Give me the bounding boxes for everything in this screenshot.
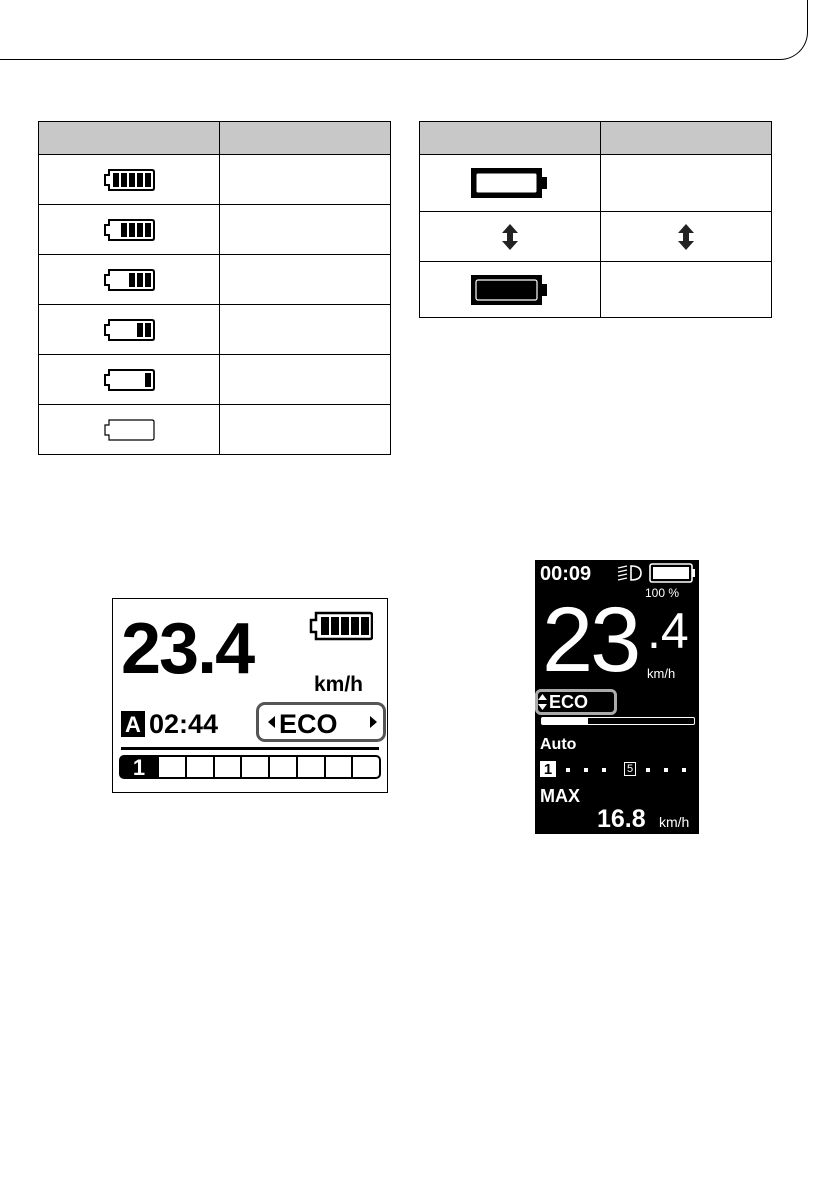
battery-level-4-icon	[103, 218, 155, 242]
battery-icon-cell	[39, 155, 220, 205]
table-row	[39, 255, 391, 305]
headlight-icon	[615, 564, 643, 582]
level-segment	[351, 757, 379, 777]
time-readout: 02:44	[149, 709, 219, 739]
battery-level-3-icon	[103, 268, 155, 292]
table-row	[39, 405, 391, 455]
battery-icon-cell	[39, 305, 220, 355]
battery-value-cell	[220, 255, 391, 305]
shift-mode-label: Auto	[540, 736, 577, 753]
table-header-cell	[220, 122, 391, 155]
mode-right-arrow-icon[interactable]	[370, 716, 377, 728]
speed-integer: 23	[542, 589, 639, 691]
battery-icon-cell	[39, 355, 220, 405]
battery-value-cell	[601, 262, 772, 318]
speed-readout: 23.4	[121, 609, 254, 689]
up-down-arrow-icon	[676, 223, 696, 251]
battery-percent: 100 %	[645, 586, 680, 600]
color-display	[535, 560, 699, 834]
max-label: MAX	[540, 786, 580, 806]
level-segment	[324, 757, 352, 777]
table-header-cell	[39, 122, 220, 155]
battery-value-cell	[220, 355, 391, 405]
gear-dot	[664, 768, 668, 772]
battery-icon-cell	[420, 155, 601, 212]
speed-unit: km/h	[647, 666, 676, 681]
level-segment	[157, 757, 185, 777]
gear-dot	[584, 768, 588, 772]
battery-full-icon	[649, 563, 697, 583]
arrow-cell	[420, 212, 601, 262]
gear-dot	[682, 768, 686, 772]
table-header-row	[39, 122, 391, 155]
max-speed: 16.8	[597, 805, 646, 833]
speed-decimal: .4	[647, 603, 689, 659]
assist-power-fill	[542, 718, 588, 724]
mode-left-arrow-icon[interactable]	[268, 716, 275, 728]
battery-value-cell	[601, 155, 772, 212]
divider	[121, 747, 379, 750]
battery-icon-cell	[39, 405, 220, 455]
assist-level-number: 1	[121, 757, 157, 777]
gear-dot	[566, 768, 570, 772]
gear-dot	[602, 768, 606, 772]
level-segment	[240, 757, 268, 777]
page-corner-border	[0, 0, 808, 60]
table-row	[39, 155, 391, 205]
table-row	[420, 262, 772, 318]
battery-icon-cell	[420, 262, 601, 318]
arrow-cell	[601, 212, 772, 262]
speed-unit: km/h	[314, 673, 364, 696]
clock-readout: 00:09	[540, 563, 592, 585]
battery-level-5-icon	[103, 168, 155, 192]
table-header-row	[420, 122, 772, 155]
battery-status-table	[419, 121, 772, 318]
battery-level-table	[38, 121, 391, 455]
assist-mode-label: ECO	[279, 709, 338, 739]
battery-value-cell	[220, 205, 391, 255]
marked-gear: 5	[624, 762, 636, 776]
table-header-cell	[601, 122, 772, 155]
table-row	[39, 305, 391, 355]
table-row	[39, 355, 391, 405]
assist-power-bar	[541, 717, 695, 725]
max-speed-unit: km/h	[659, 814, 690, 830]
battery-level-5-icon	[309, 611, 373, 641]
current-gear: 1	[540, 761, 556, 777]
battery-value-cell	[220, 305, 391, 355]
assist-mode-label: ECO	[549, 692, 589, 712]
battery-icon-cell	[39, 205, 220, 255]
level-segment	[213, 757, 241, 777]
battery-level-0-icon	[103, 418, 155, 442]
gear-indicator	[540, 760, 694, 780]
assist-level-bar	[119, 755, 381, 779]
battery-value-cell	[220, 405, 391, 455]
table-row	[420, 155, 772, 212]
gear-dot	[646, 768, 650, 772]
level-segment	[296, 757, 324, 777]
up-down-arrow-icon	[500, 223, 520, 251]
battery-level-2-icon	[103, 318, 155, 342]
table-row	[39, 205, 391, 255]
mode-up-down-arrow-icon	[538, 694, 547, 710]
battery-level-1-icon	[103, 368, 155, 392]
timer-badge: A	[121, 711, 145, 737]
battery-full-outline-icon	[470, 167, 550, 199]
battery-filled-icon	[470, 274, 550, 306]
table-header-cell	[420, 122, 601, 155]
level-segment	[268, 757, 296, 777]
table-row	[420, 212, 772, 262]
mono-display	[112, 598, 388, 793]
battery-value-cell	[220, 155, 391, 205]
level-segment	[185, 757, 213, 777]
battery-icon-cell	[39, 255, 220, 305]
